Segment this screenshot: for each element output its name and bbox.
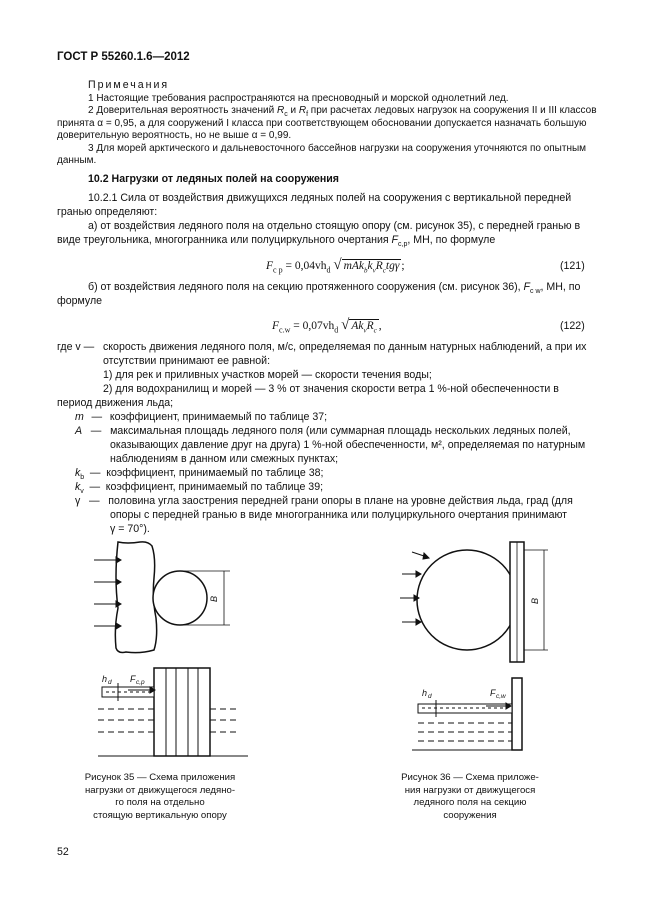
note-3-line-2: данным.: [57, 155, 97, 166]
label-b: B: [209, 595, 219, 602]
pier-circle: [153, 571, 207, 625]
note-1: 1 Настоящие требования распространяются на пресноводный и морской однолетний лед.: [88, 93, 509, 104]
where-gamma-line-2: опоры с передней гранью в виде многогранника или полуциркульного очертания принимают: [110, 509, 568, 521]
note-2-line-1: 2 Доверительная вероятность значений $R_c$ и $R_f$ при расчетах ледовых нагрузок на сооружения II и III классов: [88, 105, 597, 118]
note-2-line-3: доверительную вероятность, но не выше α = 0,99.: [57, 130, 292, 141]
formula-122-number: (122): [560, 320, 585, 332]
where-v-line-5: период движения льда;: [57, 397, 174, 409]
label-f-sub: c,w: [496, 693, 506, 700]
note-3-line-1: 3 Для морей арктического и дальневосточного бассейнов нагрузки на сооружения уточняются по опытным: [88, 143, 587, 154]
label-hd-sub: d: [108, 679, 112, 686]
where-kb: $k_b$ — коэффициент, принимаемый по таблице 38;: [75, 467, 324, 482]
para-b-line-1: б) от воздействия ледяного поля на секцию протяженного сооружения (см. рисунок 36), $F_{c w}$, МН, по: [88, 281, 581, 296]
label-hd-sub: d: [428, 693, 432, 700]
page-number: 52: [57, 846, 69, 858]
where-kv: $k_v$ — коэффициент, принимаемый по таблице 39;: [75, 481, 324, 496]
where-v-line-3: 1) для рек и приливных участков морей — скорости течения воды;: [103, 369, 432, 381]
section-title: 10.2 Нагрузки от ледяных полей на сооружения: [88, 173, 339, 185]
para-a-line-1: а) от воздействия ледяного поля на отдельно стоящую опору (см. рисунок 35), с передней гранью в: [88, 220, 581, 232]
structure-wall: [512, 678, 522, 750]
where-v-line-4: 2) для водохранилищ и морей — 3 % от значения скорости ветра 1 %-ной обеспеченности в: [103, 383, 559, 395]
standard-header: ГОСТ Р 55260.1.6—2012: [57, 51, 190, 63]
para-1-line-1: 10.2.1 Сила от воздействия движущихся ледяных полей на сооружения с вертикальной передней: [88, 192, 572, 204]
figure-36-plan: [400, 538, 560, 668]
label-f: F: [490, 688, 496, 698]
figure-35-plan: [80, 538, 250, 658]
note-2-line-2: принята α = 0,95, а для сооружений I класса при соответствующем обосновании допускается назначать большую: [57, 118, 587, 129]
label-hd: h: [422, 688, 428, 698]
where-a-line-1: A — максимальная площадь ледяного поля (или суммарная площадь нескольких ледяных полей,: [75, 425, 571, 437]
where-v-line-2: отсутствии принимают ее равной:: [103, 355, 271, 367]
ice-layer: [102, 687, 154, 697]
notes-title: Примечания: [88, 79, 170, 91]
formula-121: $F_{c p} = 0,04vh_d$ √ $mAk_bk_vR_ctg\gamma$ ;: [266, 257, 405, 275]
figure-36-caption: Рисунок 36 — Схема приложе- ния нагрузки от движущегося ледяного поля на секцию сооружения: [401, 772, 539, 821]
where-intro: где v —: [57, 341, 95, 353]
ice-field-outline: [115, 542, 156, 653]
para-1-line-2: гранью определяют:: [57, 206, 158, 218]
figure-36-elevation: [412, 672, 532, 752]
where-a-line-3: наблюдениям в данном или смежных пунктах;: [110, 453, 339, 465]
formula-121-number: (121): [560, 260, 585, 272]
formula-122: $F_{c.w} = 0,07vh_d$ √ $Ak_vR_c$ ,: [272, 317, 382, 335]
pier-column: [154, 668, 210, 756]
ice-floe-circle: [417, 550, 517, 650]
label-b: B: [530, 597, 540, 604]
para-a-line-2: виде треугольника, многогранника или полуциркульного очертания $F_{c,p}$, МН, по формуле: [57, 234, 496, 249]
label-f: F: [130, 674, 136, 684]
where-m: m — коэффициент, принимаемый по таблице 37;: [75, 411, 328, 423]
label-hd: h: [102, 674, 108, 684]
where-a-line-2: оказывающих давление друг на друга) 1 %-ной обеспеченности, м², определяемая по натурным: [110, 439, 586, 451]
para-b-line-2: формуле: [57, 295, 103, 307]
figure-35-caption: Рисунок 35 — Схема приложения нагрузки от движущегося ледяно- го поля на отдельно стоящую вертикальную опору: [84, 772, 236, 821]
figure-35-elevation: [98, 660, 248, 760]
where-gamma-line-1: γ — половина угла заострения передней грани опоры в плане на уровне действия льда, град (для: [75, 495, 573, 507]
label-f-sub: c,p: [136, 679, 145, 686]
where-gamma-line-3: γ = 70°).: [110, 523, 150, 535]
where-v-line-1: скорость движения ледяного поля, м/с, определяемая по данным натурных наблюдений, а при их: [103, 341, 587, 353]
